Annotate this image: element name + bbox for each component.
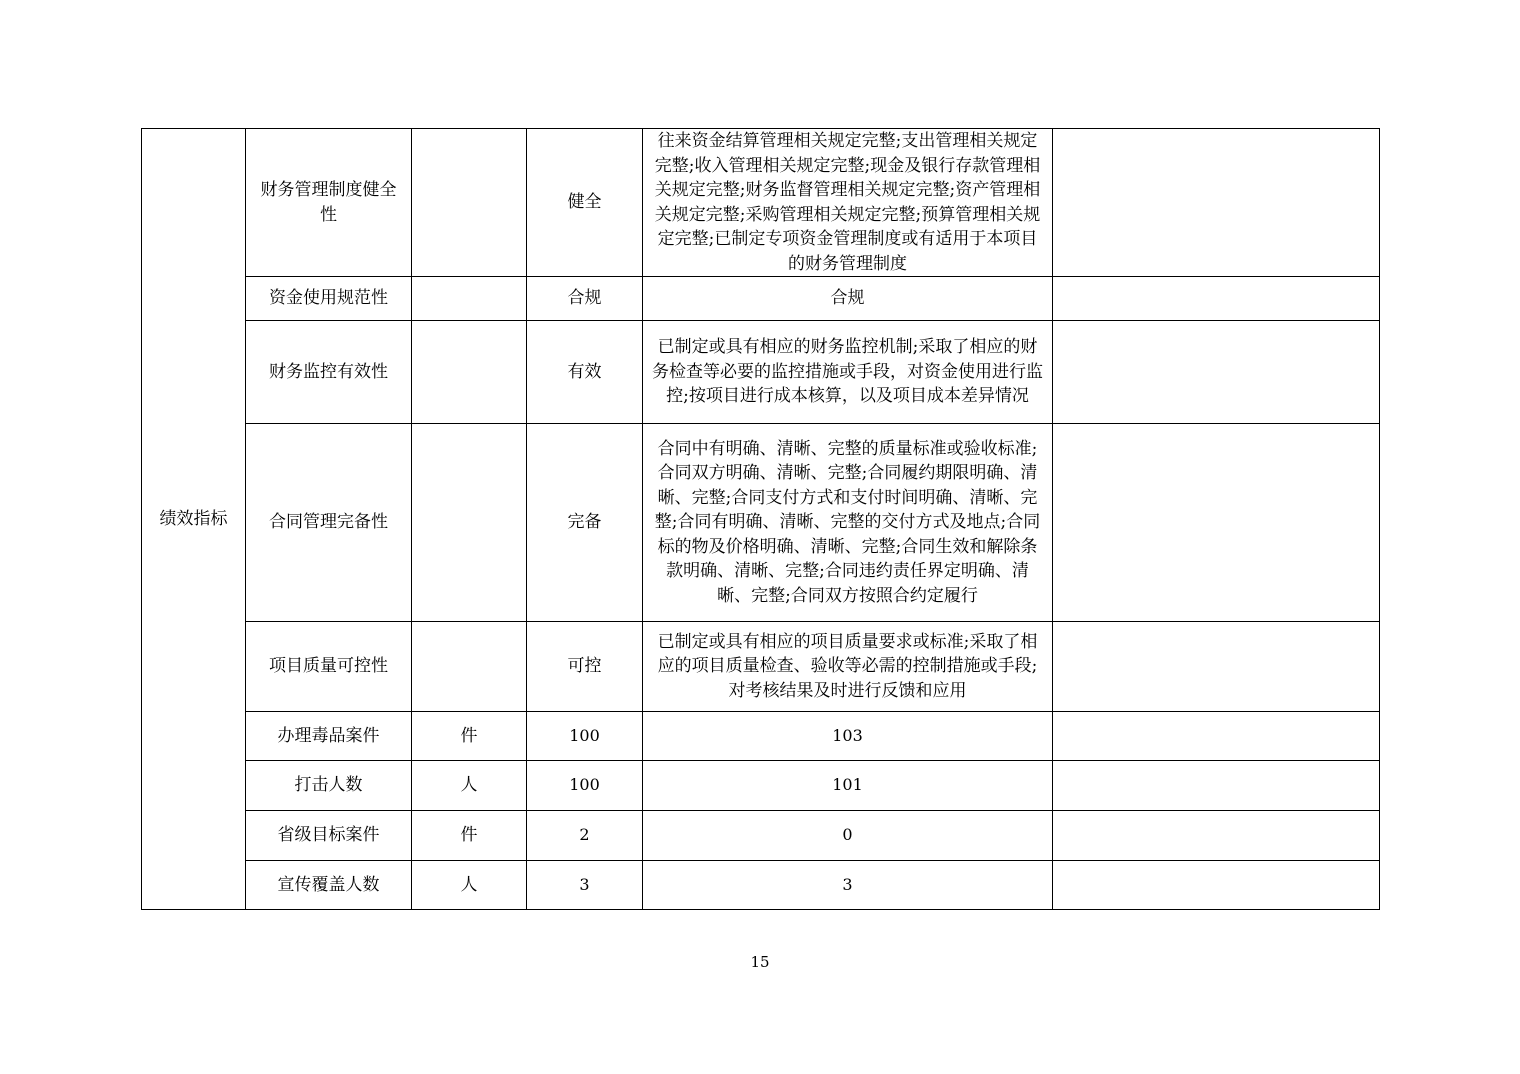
actual-cell: 往来资金结算管理相关规定完整;支出管理相关规定完整;收入管理相关规定完整;现金及银行存款管理相关规定完整;财务监督管理相关规定完整;资产管理相关规定完整;采购管理相关规定完整;预算管理相关规定完整;已制定专项资金管理制度或有适用于本项目的财务管理制度 (643, 129, 1053, 277)
remark-cell (1053, 861, 1380, 910)
remark-cell (1053, 712, 1380, 761)
target-cell: 3 (527, 861, 643, 910)
table-row (142, 861, 1380, 910)
unit-cell: 件 (412, 712, 527, 761)
actual-cell: 合规 (643, 277, 1053, 321)
indicator-cell: 办理毒品案件 (246, 712, 412, 761)
actual-cell: 103 (643, 712, 1053, 761)
actual-cell: 已制定或具有相应的财务监控机制;采取了相应的财务检查等必要的监控措施或手段，对资金使用进行监控;按项目进行成本核算，以及项目成本差异情况 (643, 321, 1053, 424)
table-row (142, 277, 1380, 321)
page-number: 15 (750, 953, 770, 971)
remark-cell (1053, 622, 1380, 712)
unit-cell: 人 (412, 861, 527, 910)
table-row (142, 761, 1380, 811)
actual-cell: 已制定或具有相应的项目质量要求或标准;采取了相应的项目质量检查、验收等必需的控制措施或手段;对考核结果及时进行反馈和应用 (643, 622, 1053, 712)
actual-cell: 0 (643, 811, 1053, 861)
remark-cell (1053, 424, 1380, 622)
remark-cell (1053, 321, 1380, 424)
actual-cell: 101 (643, 761, 1053, 811)
unit-cell (412, 321, 527, 424)
table-row (142, 712, 1380, 761)
indicator-cell: 财务监控有效性 (246, 321, 412, 424)
target-cell: 有效 (527, 321, 643, 424)
remark-cell (1053, 129, 1380, 277)
table-row (142, 424, 1380, 622)
target-cell: 100 (527, 761, 643, 811)
target-cell: 可控 (527, 622, 643, 712)
remark-cell (1053, 277, 1380, 321)
unit-cell (412, 424, 527, 622)
target-cell: 完备 (527, 424, 643, 622)
remark-cell (1053, 761, 1380, 811)
table-row (142, 811, 1380, 861)
unit-cell: 件 (412, 811, 527, 861)
indicator-cell: 资金使用规范性 (246, 277, 412, 321)
unit-cell (412, 277, 527, 321)
indicator-cell: 省级目标案件 (246, 811, 412, 861)
table-row (142, 622, 1380, 712)
performance-indicator-table (141, 128, 1380, 910)
target-cell: 合规 (527, 277, 643, 321)
target-cell: 2 (527, 811, 643, 861)
indicator-cell: 合同管理完备性 (246, 424, 412, 622)
actual-cell: 合同中有明确、清晰、完整的质量标准或验收标准;合同双方明确、清晰、完整;合同履约期限明确、清晰、完整;合同支付方式和支付时间明确、清晰、完整;合同有明确、清晰、完整的交付方式及地点;合同标的物及价格明确、清晰、完整;合同生效和解除条款明确、清晰、完整;合同违约责任界定明确、清晰、完整;合同双方按照合约定履行 (643, 424, 1053, 622)
indicator-cell: 财务管理制度健全性 (246, 129, 412, 277)
indicator-cell: 宣传覆盖人数 (246, 861, 412, 910)
indicator-cell: 项目质量可控性 (246, 622, 412, 712)
unit-cell (412, 622, 527, 712)
unit-cell: 人 (412, 761, 527, 811)
indicator-cell: 打击人数 (246, 761, 412, 811)
target-cell: 健全 (527, 129, 643, 277)
table-row (142, 129, 1380, 277)
actual-cell: 3 (643, 861, 1053, 910)
table-row (142, 321, 1380, 424)
category-cell: 绩效指标 (142, 129, 246, 910)
unit-cell (412, 129, 527, 277)
target-cell: 100 (527, 712, 643, 761)
remark-cell (1053, 811, 1380, 861)
